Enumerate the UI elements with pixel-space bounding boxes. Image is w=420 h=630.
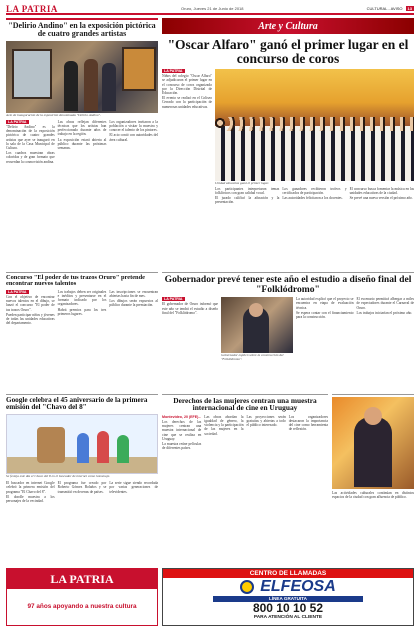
header-date: Oruro, Jueves 21 de Junio de 2018 bbox=[181, 6, 244, 11]
ad-tagline: 97 años apoyando a nuestra cultura bbox=[27, 603, 137, 610]
choir-photo bbox=[215, 69, 414, 181]
banner-title: Arte y Cultura bbox=[258, 20, 318, 32]
article-body: "Delirio Andino" es la denominación de la exposición pictórica de cuatro grandes artistas que ayer se inauguró en la sala de la Casa Municipal de Cultura. bbox=[6, 125, 55, 151]
ad-la-patria bbox=[6, 568, 158, 626]
article-concurso-trazos: Concurso "El poder de tus trazos Oruro" pretende encontrar nuevos talentos LA PATRIA Con el objetivo de encontrar nuevos talentos en el dibujo, se lanzó el concurso "El poder de tus trazos Oruro". Pueden participar niños y jóvenes de todas las unidades educativas del departamento. Los trabajos deben ser originales e inéditos y presentarse en el formato indicado por los organizadores. Habrá premios para los tres primeros lugares. Las inscripciones se encuentran abiertas hasta fin de mes. Los dibujos serán expuestos al público durante la premiación. bbox=[6, 272, 158, 390]
article-body: Niños del colegio "Oscar Alfaro" se adjudicaron el primer lugar en el concurso de coros organizado por la Dirección Distrital de Educación. bbox=[162, 74, 212, 96]
ad-phone: 800 10 10 52 bbox=[252, 601, 324, 615]
exhibition-photo bbox=[6, 41, 158, 113]
photo-caption: Unidad educativa ganó el primer lugar. bbox=[215, 181, 269, 185]
doodle-image bbox=[6, 414, 158, 474]
masthead-logo: LA PATRIA bbox=[6, 3, 58, 14]
bolt-icon bbox=[240, 580, 254, 594]
page-number: 13 bbox=[407, 6, 412, 11]
article-title: "Oscar Alfaro" ganó el primer lugar en el concurso de coros bbox=[167, 38, 409, 66]
article-body: El gobernador de Oruro informó que este año se tendrá el estudio a diseño final del "Folklódromo". bbox=[162, 302, 218, 315]
source-label: LA PATRIA bbox=[164, 297, 183, 302]
ad-elfeosa bbox=[162, 568, 414, 626]
source-label: Montevideo, 20 (EFE).- bbox=[162, 414, 201, 419]
ad-footer: PARA ATENCIÓN AL CLIENTE bbox=[253, 615, 323, 620]
festival-photo bbox=[332, 397, 414, 489]
photo-caption: Acto de inauguración de la exposición denominada "Delirio Andino". bbox=[6, 113, 101, 117]
source-label: LA PATRIA bbox=[8, 289, 27, 294]
section-banner bbox=[162, 18, 414, 34]
governor-photo bbox=[221, 297, 293, 353]
header-section bbox=[367, 6, 414, 11]
article-folklodromo: Gobernador prevé tener este año el estudio a diseño final del "Folklódromo" LA PATRIA El gobernador de Oruro informó que este año se tendrá el estudio a diseño final del "Folklódromo". Gobernador explicó sobre la construcción del "Folklódromo". La autoridad explicó que el proyecto se encuentra en etapa de evaluación técnica. Se espera contar con el financiamiento para la construcción. El escenario permitirá albergar a miles de espectadores durante el Carnaval de Oruro. Los trabajos iniciarían el próximo año. bbox=[162, 272, 414, 390]
article-body: El buscador en internet Google celebró la primera emisión del programa "El Chavo del 8". bbox=[6, 481, 55, 494]
side-photo-block: Las actividades culturales continúan en distintos espacios de la ciudad con gran afluencia de público. bbox=[332, 394, 414, 564]
source-label: LA PATRIA bbox=[164, 69, 183, 73]
article-title: Google celebra el 45 aniversario de la primera emisión del "Chavo del 8" bbox=[6, 396, 148, 412]
article-title: "Delirio Andino" en la exposición pictórica de cuatro grandes artistas bbox=[6, 18, 158, 38]
article-derechos-mujeres: Derechos de las mujeres centran una muestra internacional de cine en Uruguay Montevideo, 20 (EFE).- Los derechos de las mujeres centran una muestra internacional de cine que se realiza en Uruguay. La muestra reúne películas de diferentes países. Las obras abordan la igualdad de género, la violencia y la participación de las mujeres en la sociedad. Las proyecciones serán gratuitas y abiertas a todo el público interesado. Los organizadores destacaron la importancia del cine como herramienta de reflexión. bbox=[162, 394, 328, 564]
ad-header: CENTRO DE LLAMADAS bbox=[163, 569, 413, 578]
ad-brand: ELFEOSA bbox=[260, 578, 336, 595]
photo-caption: Gobernador explicó sobre la construcción del "Folklódromo". bbox=[221, 353, 284, 361]
article-oscar-alfaro: "Oscar Alfaro" ganó el primer lugar en el concurso de coros LA PATRIA Niños del colegio "Oscar Alfaro" se adjudicaron el primer lugar en el concurso de coros organizado por la Dirección Distrital de Educación. El evento se realizó en el Coliseo Cerrado con la participación de numerosas unidades educativas. Unidad educativa ganó el primer lugar. Los participantes interpretaron temas folklóricos con gran calidad vocal. El jurado calificó la afinación y la presentación. Los ganadores recibieron trofeos y certificados de participación. Las autoridades felicitaron a los docentes. El concurso busca fomentar la música en las unidades educativas de la ciudad. Se prevé una nueva versión el próximo año. bbox=[162, 38, 414, 205]
section-name: CULTURAL - AVISO bbox=[366, 6, 403, 11]
article-delirio-andino: "Delirio Andino" en la exposición pictórica de cuatro grandes artistas Acto de inauguración de la exposición denominada "Delirio Andino". LA PATRIA "Delirio Andino" es la denominación de la exposición pictórica de cuatro grandes artistas que ayer se inauguró en la sala de la Casa Municipal de Cultura. Los cuadros muestran obras coloridas y de gran formato que recuerdan la cosmovisión andina. Las obras reflejan diferentes técnicas que los artistas han perfeccionado durante años de trabajo en la región. La exposición estará abierta al público durante las próximas semanas. Los organizadores invitaron a la población a visitar la muestra y conocer el talento de los pintores. El acto contó con autoridades del área cultural. bbox=[6, 18, 158, 268]
article-google-chavo: Google celebra el 45 aniversario de la primera emisión del "Chavo del 8" Se festeja este día el Chavo del 8 en el buscador de internet como homenaje. El buscador en internet Google celebró la primera emisión del programa "El Chavo del 8". El doodle muestra a los personajes de la vecindad. El programa fue creado por Roberto Gómez Bolaños y se transmitió en decenas de países. La serie sigue siendo recordada por varias generaciones de televidentes. bbox=[6, 394, 158, 564]
article-title: Derechos de las mujeres centran una muestra internacional de cine en Uruguay bbox=[173, 396, 317, 413]
photo-caption: Se festeja este día el Chavo del 8 en el buscador de internet como homenaje. bbox=[6, 474, 111, 479]
ad-line-label: LÍNEA GRATUITA bbox=[213, 596, 363, 602]
article-body: Los derechos de las mujeres centran una muestra internacional de cine que se realiza en Uruguay. bbox=[162, 420, 202, 441]
page-header bbox=[6, 4, 414, 15]
ad-logo: LA PATRIA bbox=[7, 569, 157, 589]
article-title: Gobernador prevé tener este año el estudio a diseño final del "Folklódromo" bbox=[164, 274, 412, 295]
source-label: LA PATRIA bbox=[8, 119, 27, 124]
article-body: Con el objetivo de encontrar nuevos talentos en el dibujo, se lanzó el concurso "El poder de tus trazos Oruro". bbox=[6, 295, 55, 312]
article-title: Concurso "El poder de tus trazos Oruro" pretende encontrar nuevos talentos bbox=[6, 274, 145, 288]
